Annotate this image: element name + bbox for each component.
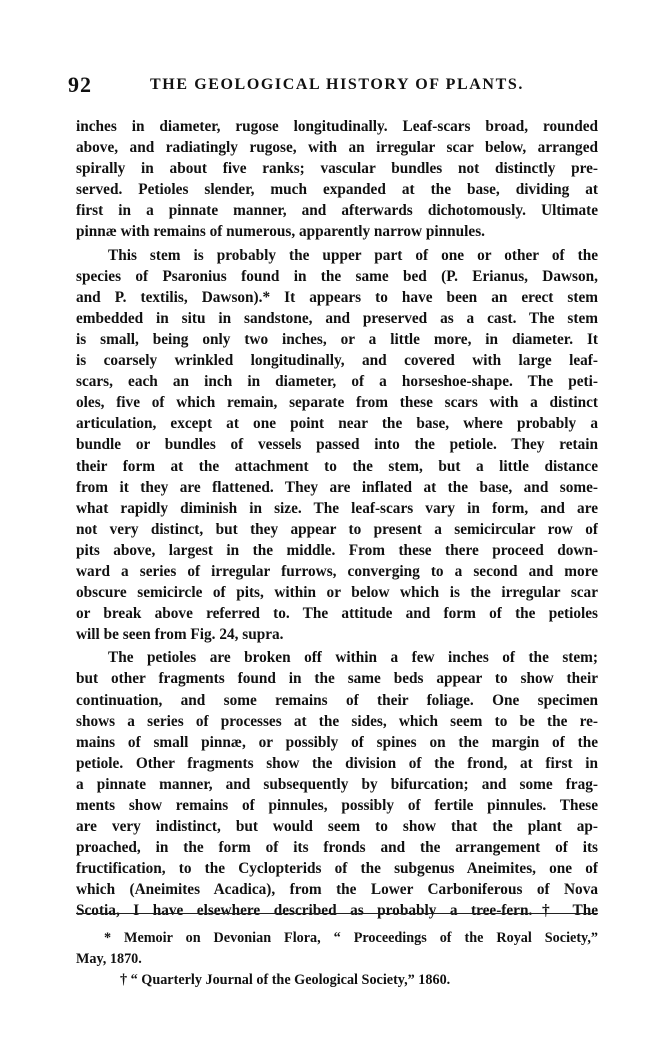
- text-line: spirally in about five ranks; vascular bundles not distinctly pre-: [76, 160, 598, 178]
- text-line: Scotia, I have elsewhere described as probably a tree-fern.† The: [76, 902, 598, 920]
- running-head: [68, 72, 608, 102]
- footnote-1-continuation: May, 1870.: [76, 951, 142, 967]
- paragraph-3: [76, 647, 598, 921]
- text-line: petiole. Other fragments show the division of the frond, at first in: [76, 754, 598, 772]
- footnotes: [76, 928, 598, 991]
- text-line: ments show remains of pinnules, possibly of fertile pinnules. These: [76, 797, 598, 814]
- text-line: embedded in situ in sandstone, and preserved as a cast. The stem: [76, 309, 598, 327]
- text-line: This stem is probably the upper part of one or other of the: [108, 246, 598, 264]
- text-line: obscure semicircle of pits, within or below which is the irregular scar: [76, 584, 598, 602]
- text-line: served. Petioles slender, much expanded at the base, dividing at: [76, 181, 598, 199]
- text-line: is small, being only two inches, or a little more, in diameter. It: [76, 330, 598, 348]
- text-line: bundle or bundles of vessels passed into the petiole. They retain: [76, 436, 598, 454]
- text-line: mains of small pinnæ, or possibly of spines on the margin of the: [76, 733, 598, 751]
- footnote-divider: [76, 913, 598, 914]
- text-line: what rapidly diminish in size. The leaf-scars vary in form, and are: [76, 499, 598, 517]
- text-line: are very indistinct, but would seem to show that the plant ap-: [76, 818, 598, 836]
- text-line: first in a pinnate manner, and afterwards dichotomously. Ultimate: [76, 202, 598, 220]
- text-line: which (Aneimites Acadica), from the Lower Carboniferous of Nova: [76, 881, 598, 899]
- body-text: [76, 116, 598, 922]
- text-line: fructification, to the Cyclopterids of the subgenus Aneimites, one of: [76, 860, 598, 878]
- running-title: THE GEOLOGICAL HISTORY OF PLANTS.: [150, 76, 524, 93]
- text-line: will be seen from Fig. 24, supra.: [76, 626, 284, 644]
- text-line: is coarsely wrinkled longitudinally, and covered with large leaf-: [76, 352, 598, 370]
- text-line: or break above referred to. The attitude and form of the petioles: [76, 605, 598, 623]
- text-line: their form at the attachment to the stem, but a little distance: [76, 457, 598, 475]
- page-number: 92: [68, 72, 92, 97]
- text-line: articulation, except at one point near the base, where probably a: [76, 415, 598, 433]
- text-line: proached, in the form of its fronds and the arrangement of its: [76, 839, 598, 857]
- text-line: ward a series of irregular furrows, converging to a second and more: [76, 562, 598, 580]
- text-line: but other fragments found in the same beds appear to show their: [76, 670, 598, 688]
- text-line: above, and radiatingly rugose, with an irregular scar below, arranged: [76, 139, 598, 157]
- text-line: not very distinct, but they appear to present a semicircular row of: [76, 520, 598, 538]
- text-line: oles, five of which remain, separate from these scars with a distinct: [76, 394, 598, 412]
- text-line: and P. textilis, Dawson).* It appears to have been an erect stem: [76, 288, 598, 306]
- paragraph-2: [76, 245, 598, 646]
- text-line: pits above, largest in the middle. From these there proceed down-: [76, 541, 598, 559]
- footnote-2: † “ Quarterly Journal of the Geological Society,” 1860.: [120, 972, 451, 988]
- text-line: species of Psaronius found in the same bed (P. Erianus, Dawson,: [76, 267, 598, 285]
- text-line: inches in diameter, rugose longitudinally. Leaf-scars broad, rounded: [76, 118, 598, 135]
- text-line: pinnæ with remains of numerous, apparently narrow pinnules.: [76, 223, 485, 241]
- text-line: from it they are flattened. They are inflated at the base, and some-: [76, 478, 598, 496]
- text-line: shows a series of processes at the sides, which seem to be the re-: [76, 712, 598, 730]
- text-line: a pinnate manner, and subsequently by bifurcation; and some frag-: [76, 775, 598, 793]
- text-line: scars, each an inch in diameter, of a horseshoe-shape. The peti-: [76, 373, 598, 391]
- footnote-1: * Memoir on Devonian Flora, “ Proceedings of the Royal Society,”: [104, 930, 598, 946]
- paragraph-1: [76, 116, 598, 243]
- text-line: continuation, and some remains of their foliage. One specimen: [76, 691, 598, 709]
- text-line: The petioles are broken off within a few inches of the stem;: [108, 649, 598, 667]
